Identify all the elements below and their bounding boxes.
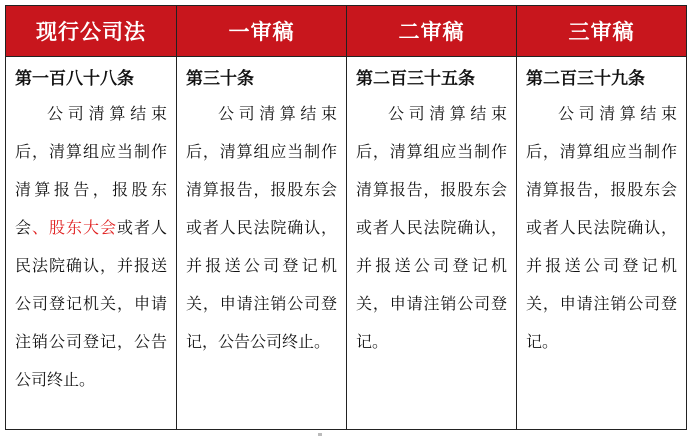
article-number: 第二百三十五条 xyxy=(356,69,475,89)
article-text xyxy=(15,95,167,399)
header-first-draft: 一审稿 xyxy=(177,6,347,57)
cell-current-law xyxy=(6,57,177,430)
article-text: 公司清算结束后，清算组应当制作清算报告，报股东会或者人民法院确认，并报送公司登记机关，申请注销公司登记。 xyxy=(526,104,677,351)
article-number: 第一百八十八条 xyxy=(15,69,134,89)
header-third-draft: 三审稿 xyxy=(517,6,687,57)
header-row xyxy=(6,6,687,57)
article-text-part2: 或者人民法院确认，并报送公司登记机关，申请注销公司登记，公告公司终止。 xyxy=(15,218,167,389)
page-marker xyxy=(318,433,322,436)
comparison-table xyxy=(5,5,687,430)
header-second-draft: 二审稿 xyxy=(347,6,517,57)
article-text: 公司清算结束后，清算组应当制作清算报告，报股东会或者人民法院确认，并报送公司登记机关，申请注销公司登记，公告公司终止。 xyxy=(186,104,337,351)
cell-first-draft xyxy=(177,57,347,430)
header-current-law: 现行公司法 xyxy=(6,6,177,57)
deleted-text-highlight: 、股东大会 xyxy=(32,218,117,237)
article-number: 第三十条 xyxy=(186,69,254,89)
cell-second-draft xyxy=(347,57,517,430)
article-number: 第二百三十九条 xyxy=(526,69,645,89)
content-row xyxy=(6,57,687,430)
article-text: 公司清算结束后，清算组应当制作清算报告，报股东会或者人民法院确认，并报送公司登记机关，申请注销公司登记。 xyxy=(356,104,507,351)
article-text-part1: 公司清算结束后，清算组应当制作清算报告，报股东会 xyxy=(15,104,167,237)
cell-third-draft xyxy=(517,57,687,430)
